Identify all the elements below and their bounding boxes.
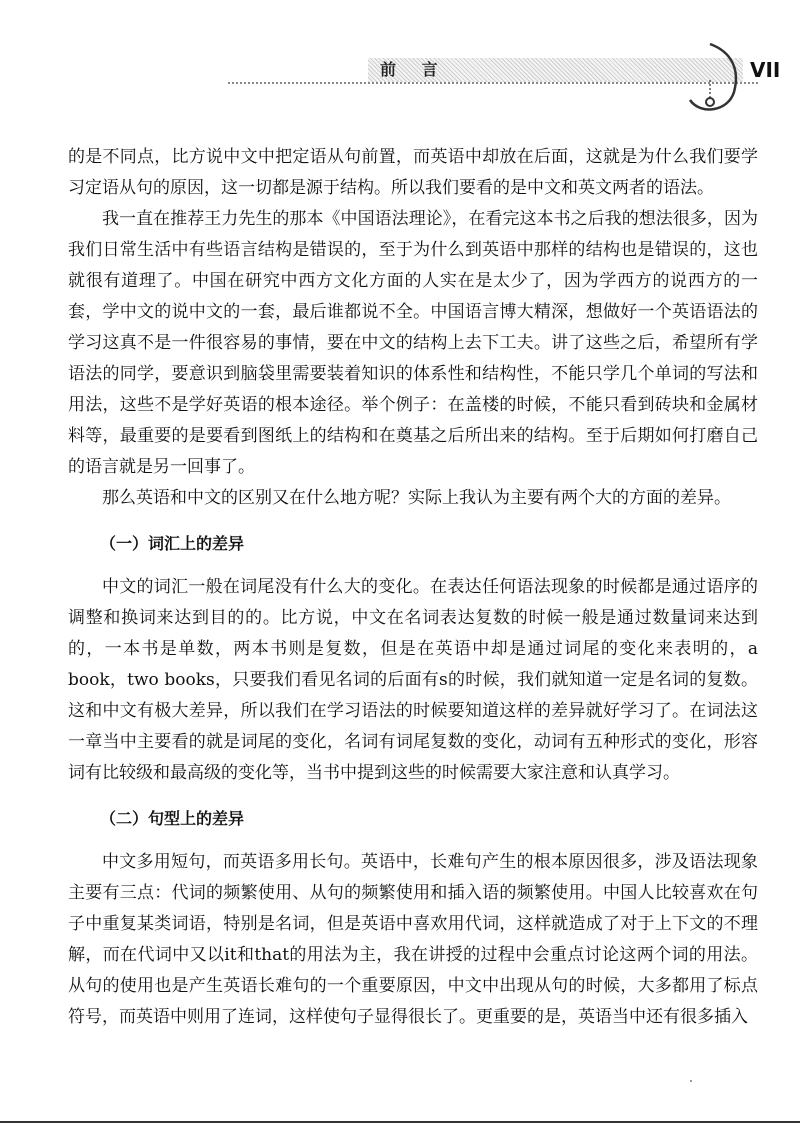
paragraph: 我一直在推荐王力先生的那本《中国语法理论》，在看完这本书之后我的想法很多，因为我们日常生活中有些语言结构是错误的，至于为什么到英语中那样的结构也是错误的，这也就很有道理了。中国在研究中西方文化方面的人实在是太少了，因为学西方的说西方的一套，学中文的说中文的一套，最后谁都说不全。中国语言博大精深，想做好一个英语语法的学习这真不是一件很容易的事情，要在中文的结构上去下工夫。讲了这些之后，希望所有学语法的同学，要意识到脑袋里需要装着知识的体系性和结构性，不能只学几个单词的写法和用法，这些不是学好英语的根本途径。举个例子：在盖楼的时候，不能只看到砖块和金属材料等，最重要的是要看到图纸上的结构和在奠基之后所出来的结构。至于后期如何打磨自己的语言就是另一回事了。 bbox=[68, 209, 758, 477]
paragraph: 的是不同点，比方说中文中把定语从句前置，而英语中却放在后面，这就是为什么我们要学习定语从句的原因，这一切都是源于结构。所以我们要看的是中文和英文两者的语法。 bbox=[68, 147, 758, 198]
page-bottom-edge bbox=[0, 1121, 800, 1123]
page-number: VII bbox=[750, 58, 781, 82]
header-ornament bbox=[670, 30, 750, 120]
scan-speck bbox=[690, 1080, 692, 1082]
paragraph: 中文多用短句，而英语多用长句。英语中，长难句产生的根本原因很多，涉及语法现象主要有三点：代词的频繁使用、从句的频繁使用和插入语的频繁使用。中国人比较喜欢在句子中重复某类词语，特别是名词，但是英语中喜欢用代词，这样就造成了对于上下文的不理解，而在代词中又以it和that的用法为主，我在讲授的过程中会重点讨论这两个词的用法。从句的使用也是产生英语长难句的一个重要原因，中文中出现从句的时候，大多都用了标点符号，而英语中则用了连词，这样使句子显得很长了。更重要的是，英语当中还有很多插入 bbox=[68, 852, 758, 1027]
section-heading: （二）句型上的差异 bbox=[100, 809, 245, 828]
section-title: 前 言 bbox=[380, 60, 448, 79]
section-heading: （一）词汇上的差异 bbox=[100, 534, 245, 553]
paragraph: 那么英语和中文的区别又在什么地方呢？实际上我认为主要有两个大的方面的差异。 bbox=[102, 488, 731, 508]
paragraph: 中文的词汇一般在词尾没有什么大的变化。在表达任何语法现象的时候都是通过语序的调整和换词来达到目的的。比方说，中文在名词表达复数的时候一般是通过数量词来达到的，一本书是单数，两本书则是复数，但是在英语中却是通过词尾的变化来表明的，a book，two books，只要我们看见名词的后面有s的时候，我们就知道一定是名词的复数。这和中文有极大差异，所以我们在学习语法的时候要知道这样的差异就好学习了。在词法这一章当中主要看的就是词尾的变化，名词有词尾复数的变化，动词有五种形式的变化，形容词有比较级和最高级的变化等，当书中提到这些的时候需要大家注意和认真学习。 bbox=[68, 577, 758, 783]
page-content bbox=[68, 142, 758, 1033]
